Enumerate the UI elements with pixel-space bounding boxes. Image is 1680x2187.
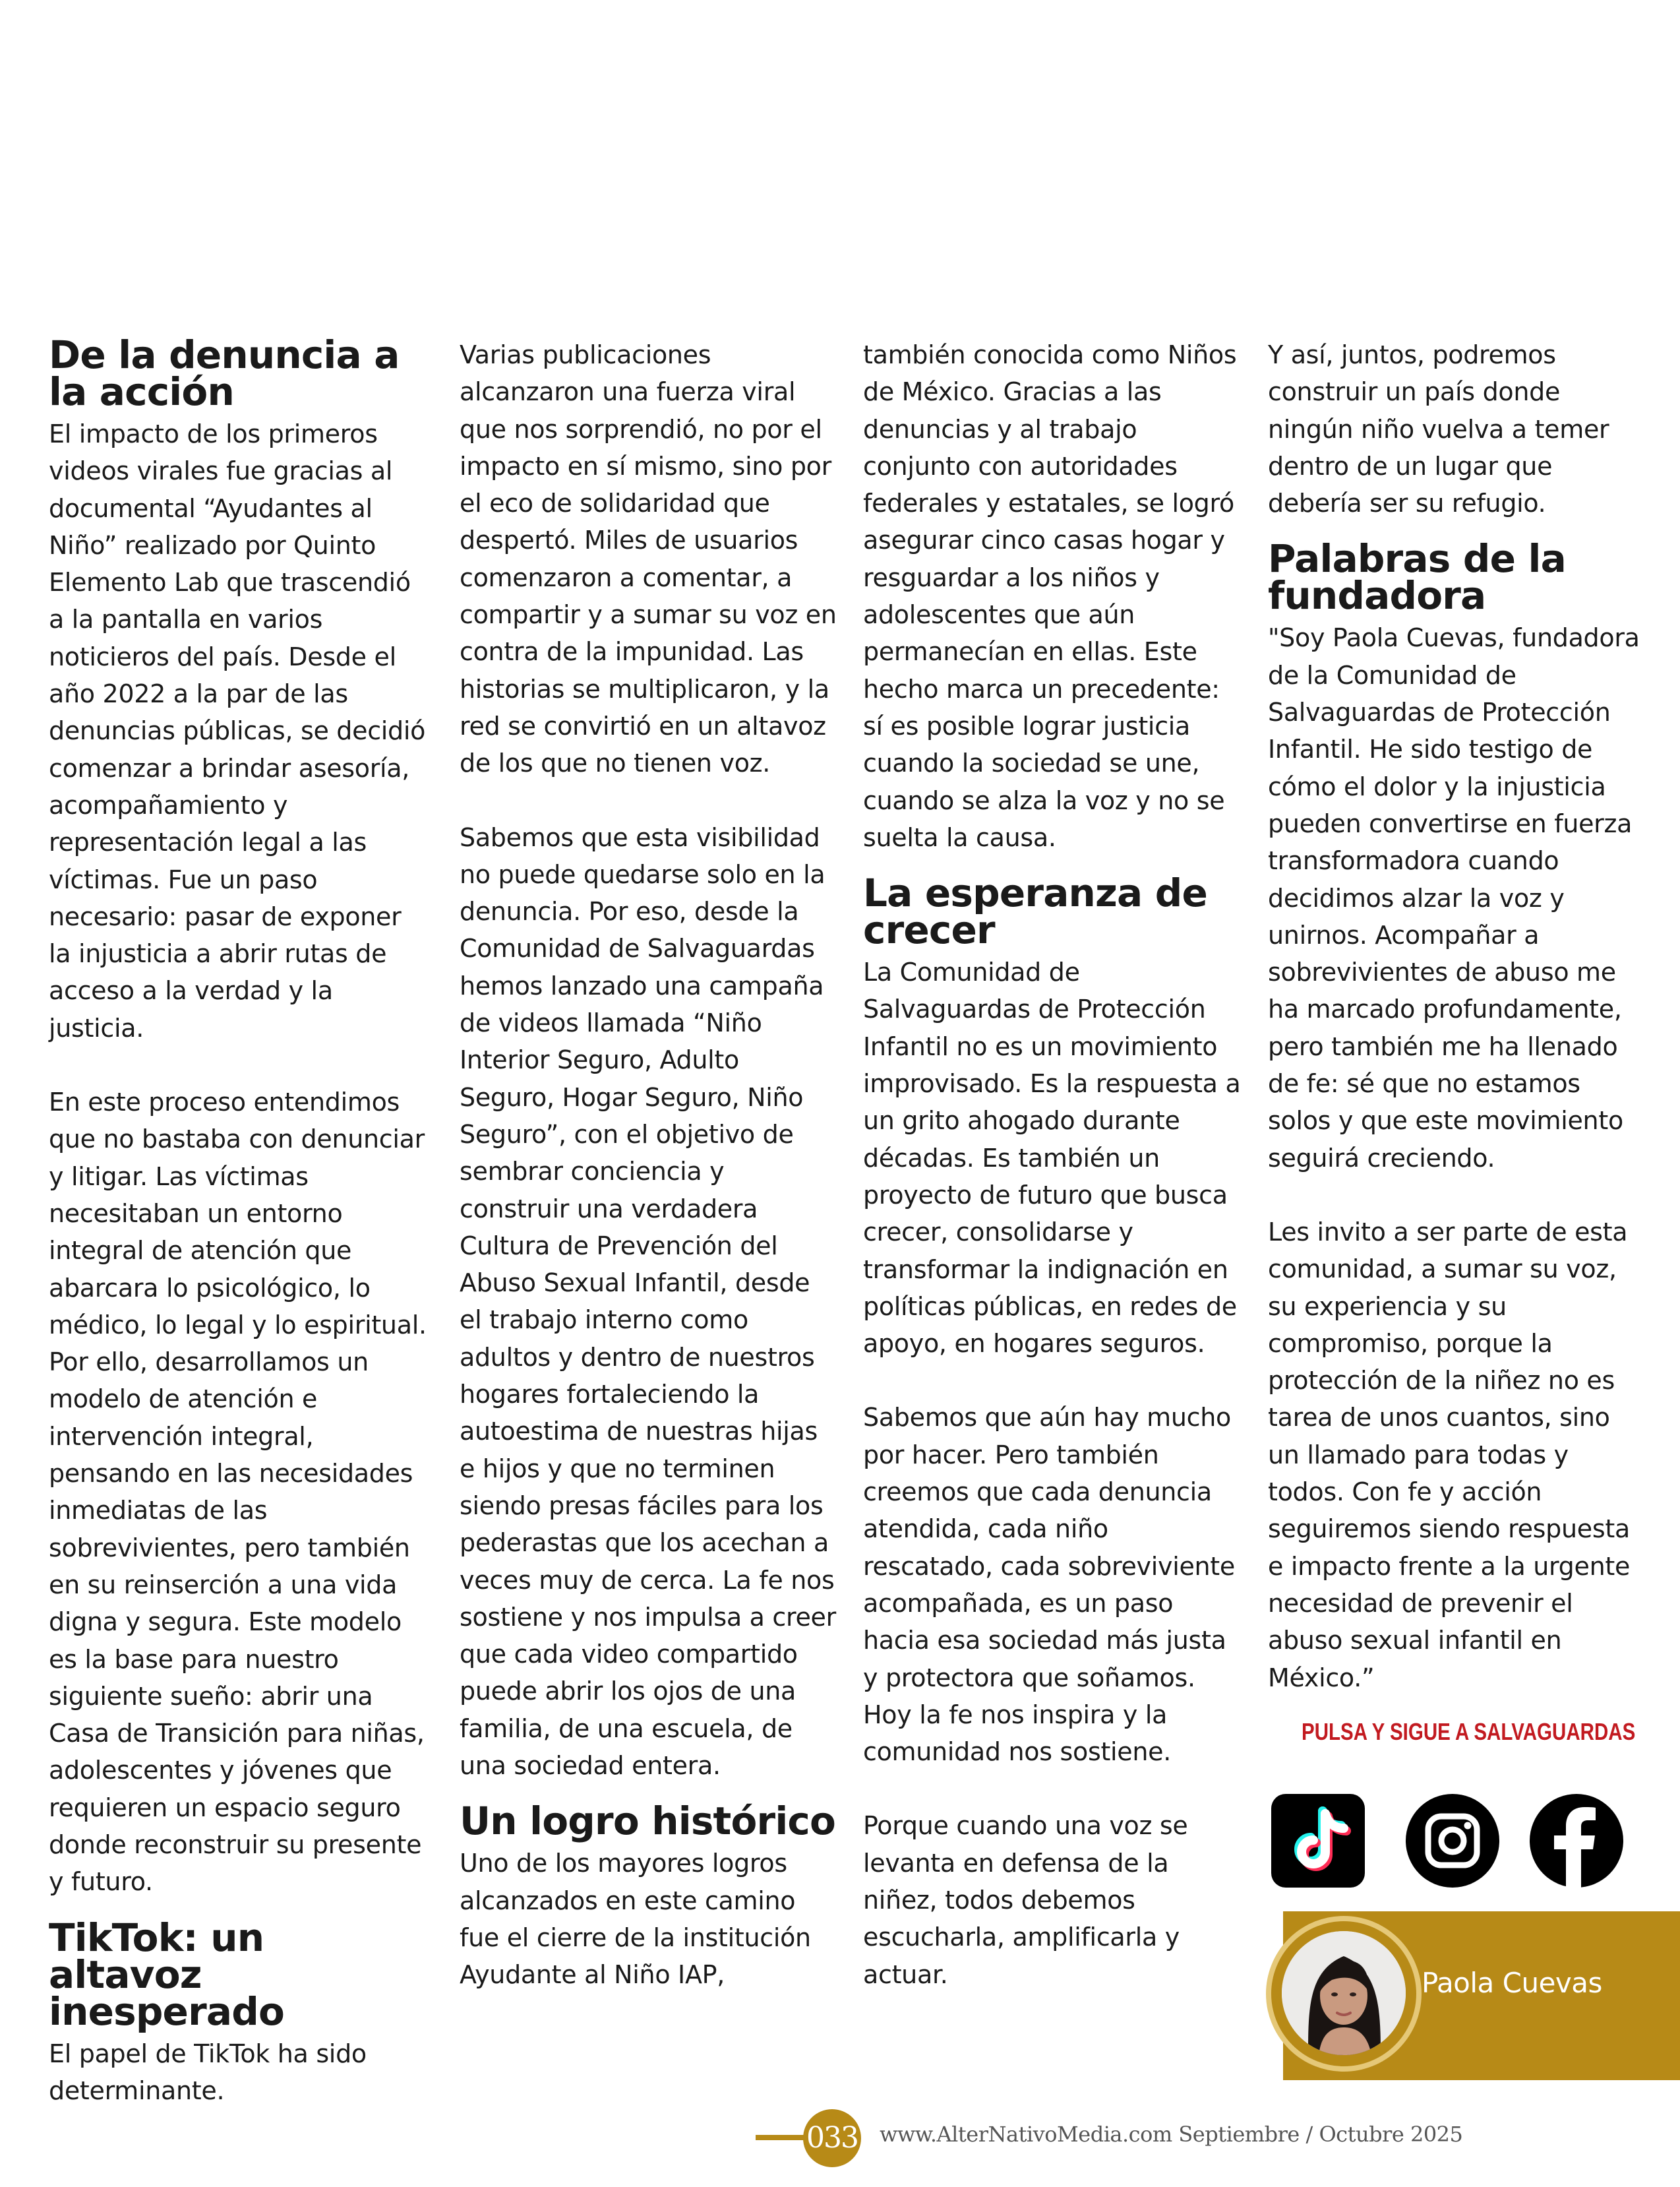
follow-cta: PULSA Y SIGUE A SALVAGUARDAS	[1302, 1718, 1636, 1745]
heading-denuncia: De la denuncia a la acción	[49, 332, 400, 414]
footer-credits: www.AlterNativoMedia.com Septiembre / Octubre 2025	[880, 2122, 1463, 2147]
paragraph: El papel de TikTok ha sido determinante.	[49, 2039, 367, 2105]
paragraph: Sabemos que aún hay mucho por hacer. Pero también creemos que cada denuncia atendida, cada niño rescatado, cada sobreviviente acompañada, es un paso hacia esa sociedad más justa y protectora que soñamos. Hoy la fe nos inspira y la comunidad nos sostiene.	[863, 1403, 1235, 1767]
paragraph: "Soy Paola Cuevas, fundadora de la Comunidad de Salvaguardas de Protección Infantil. He sido testigo de cómo el dolor y la injusticia pueden convertirse en fuerza transformadora cuando decidimos alzar la voz y unirnos. Acompañar a sobrevivientes de abuso me ha marcado profundamente, pero también me ha llenado de fe: sé que no estamos solos y que este movimiento seguirá creciendo.	[1268, 623, 1640, 1173]
heading-palabras: Palabras de la fundadora	[1268, 536, 1566, 619]
heading-logro: Un logro histórico	[460, 1799, 836, 1844]
column-3	[863, 336, 1242, 1993]
paragraph: Varias publicaciones alcanzaron una fuerza viral que nos sorprendió, no por el impacto en sí mismo, sino por el eco de solidaridad que despertó. Miles de usuarios comenzaron a comentar, a compartir y a sumar su voz en contra de la impunidad. Las historias se multiplicaron, y la red se convirtió en un altavoz de los que no tienen voz.	[460, 340, 837, 778]
paragraph: En este proceso entendimos que no bastaba con denunciar y litigar. Las víctimas necesitaban un entorno integral de atención que abarcara lo psicológico, lo médico, lo legal y lo espiritual. Por ello, desarrollamos un modelo de atención e intervención integral, pensando en las necesidades inmediatas de las sobrevivientes, pero también en su reinserción a una vida digna y segura. Este modelo es la base para nuestro siguiente sueño: abrir una Casa de Transición para niñas, adolescentes y jóvenes que requieren un espacio seguro donde reconstruir su presente y futuro.	[49, 1088, 427, 1897]
facebook-icon	[1528, 1793, 1625, 1889]
column-2	[460, 336, 839, 1993]
footer-rule	[756, 2135, 808, 2140]
instagram-link[interactable]	[1404, 1793, 1501, 1889]
paragraph: La Comunidad de Salvaguardas de Protección Infantil no es un movimiento improvisado. Es la respuesta a un grito ahogado durante décadas. Es también un proyecto de futuro que busca crecer, consolidarse y transformar la indignación en políticas públicas, en redes de apoyo, en hogares seguros.	[863, 958, 1241, 1359]
paragraph: Les invito a ser parte de esta comunidad, a sumar su voz, su experiencia y su compromiso, porque la protección de la niñez no es tarea de unos cuantos, sino un llamado para todas y todos. Con fe y acción seguiremos siendo respuesta e impacto frente a la urgente necesidad de prevenir el abuso sexual infantil en México.”	[1268, 1217, 1631, 1692]
paragraph: Porque cuando una voz se levanta en defensa de la niñez, todos debemos escucharla, amplificarla y actuar.	[863, 1811, 1188, 1989]
portrait-illustration	[1282, 1931, 1406, 2055]
page-number: 033	[803, 2109, 861, 2167]
heading-tiktok: TikTok: un altavoz inesperado	[49, 1915, 284, 2034]
heading-esperanza: La esperanza de crecer	[863, 871, 1207, 953]
paragraph: también conocida como Niños de México. Gracias a las denuncias y al trabajo conjunto con autoridades federales y estatales, se logró asegurar cinco casas hogar y resguardar a los niños y adolescentes que aún permanecían en ellas. Este hecho marca un precedente: sí es posible lograr justicia cuando la sociedad se une, cuando se alza la voz y no se suelta la causa.	[863, 340, 1237, 852]
author-name: Paola Cuevas	[1422, 1967, 1602, 1999]
paragraph: Sabemos que esta visibilidad no puede quedarse solo en la denuncia. Por eso, desde la Comunidad de Salvaguardas hemos lanzado una campaña de videos llamada “Niño Interior Seguro, Adulto Seguro, Hogar Seguro, Niño Seguro”, con el objetivo de sembrar conciencia y construir una verdadera Cultura de Prevención del Abuso Sexual Infantil, desde el trabajo interno como adultos y dentro de nuestros hogares fortaleciendo la autoestima de nuestras hijas e hijos y que no terminen siendo presas fáciles para los pederastas que los acechan a veces muy de cerca. La fe nos sostiene y nos impulsa a creer que cada video compartido puede abrir los ojos de una familia, de una escuela, de una sociedad entera.	[460, 822, 836, 1780]
instagram-icon	[1404, 1793, 1501, 1889]
tiktok-icon	[1270, 1793, 1366, 1889]
tiktok-link[interactable]	[1270, 1793, 1366, 1889]
paragraph: Y así, juntos, podremos construir un país donde ningún niño vuelva a temer dentro de un lugar que debería ser su refugio.	[1268, 340, 1609, 518]
paragraph: Uno de los mayores logros alcanzados en este camino fue el cierre de la institución Ayudante al Niño IAP,	[460, 1849, 811, 1990]
paragraph: El impacto de los primeros videos virales fue gracias al documental “Ayudantes al Niño” realizado por Quinto Elemento Lab que trascendió a la pantalla en varios noticieros del país. Desde el año 2022 a la par de las denuncias públicas, se decidió comenzar a brindar asesoría, acompañamiento y representación legal a las víctimas. Fue un paso necesario: pasar de exponer la injusticia a abrir rutas de acceso a la verdad y la justicia.	[49, 419, 426, 1043]
avatar	[1282, 1931, 1406, 2055]
column-4	[1268, 336, 1647, 1696]
column-1	[49, 332, 428, 2109]
facebook-link[interactable]	[1528, 1793, 1625, 1889]
